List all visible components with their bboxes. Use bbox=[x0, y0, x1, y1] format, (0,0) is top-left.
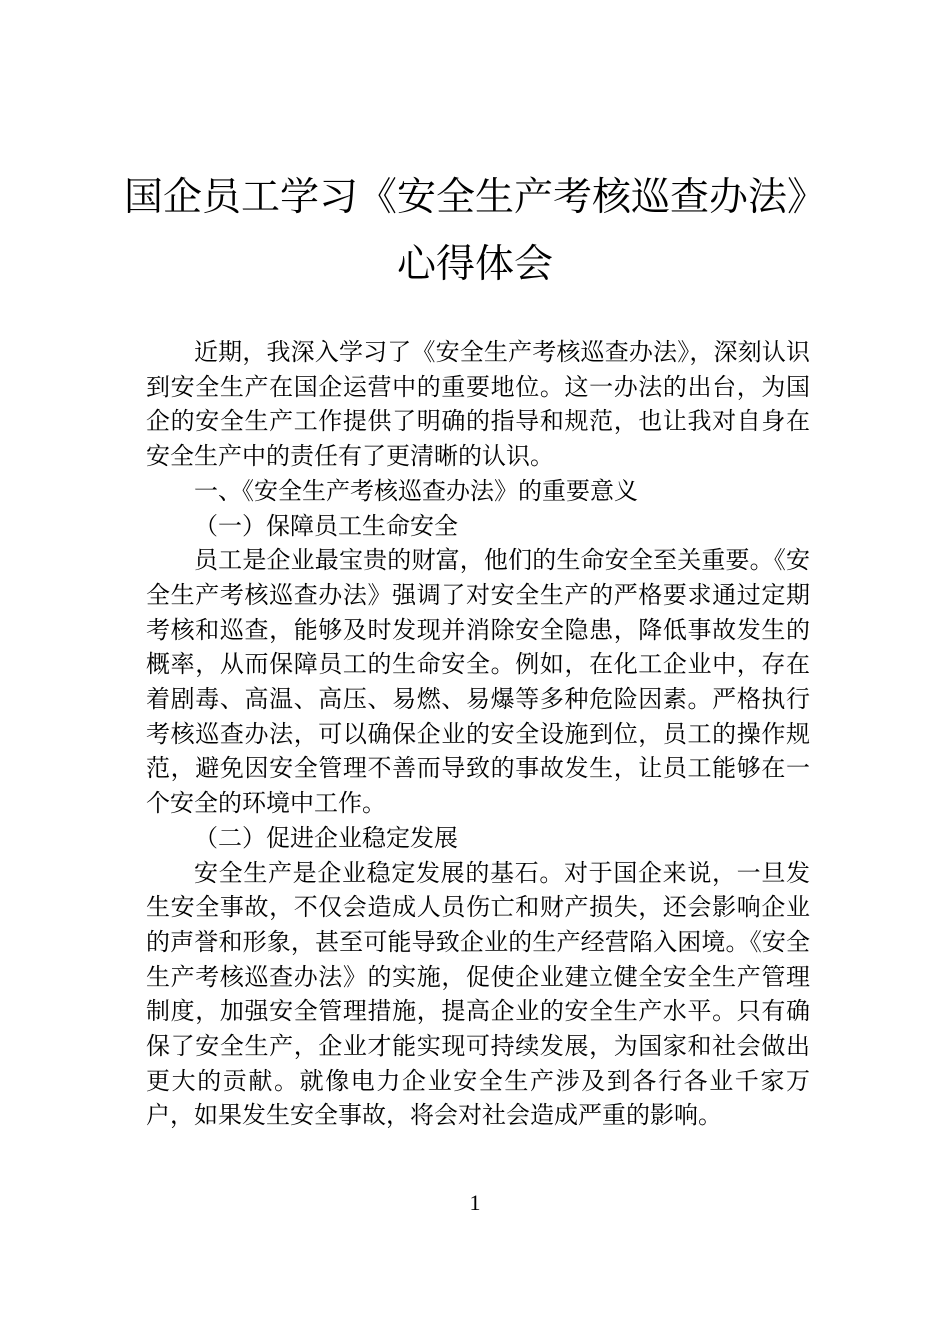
document-subtitle: 心得体会 bbox=[396, 242, 553, 287]
subsection-paragraph-2: 安全生产是企业稳定发展的基石。对于国企来说，一旦发生安全事故，不仅会造成人员伤亡和财产损失，还会影响企业的声誉和形象，甚至可能导致企业的生产经营陷入困境。《安全生产考核巡查办法》的实施，促使企业建立健全安全生产管理制度，加强安全管理措施，提高企业的安全生产水平。只有确保了安全生产，企业才能实现可持续发展，为国家和社会做出更大的贡献。就像电力企业安全生产涉及到各行各业千家万户，如果发生安全事故，将会对社会造成严重的影响。 bbox=[146, 858, 810, 1130]
intro-paragraph: 近期，我深入学习了《安全生产考核巡查办法》，深刻认识到安全生产在国企运营中的重要地位。这一办法的出台，为国企的安全生产工作提供了明确的指导和规范，也让我对自身在安全生产中的责任有了更清晰的认识。 bbox=[146, 338, 810, 471]
subsection-heading-1: （一）保障员工生命安全 bbox=[194, 511, 458, 540]
subsection-heading-2: （二）促进企业稳定发展 bbox=[194, 823, 458, 852]
section-heading-1: 一、《安全生产考核巡查办法》的重要意义 bbox=[194, 476, 638, 505]
subsection-paragraph-1: 员工是企业最宝贵的财富，他们的生命安全至关重要。《安全生产考核巡查办法》强调了对安全生产的严格要求通过定期考核和巡查，能够及时发现并消除安全隐患，降低事故发生的概率，从而保障员工的生命安全。例如，在化工企业中，存在着剧毒、高温、高压、易燃、易爆等多种危险因素。严格执行考核巡查办法，可以确保企业的安全设施到位，员工的操作规范，避免因安全管理不善而导致的事故发生，让员工能够在一个安全的环境中工作。 bbox=[146, 546, 810, 818]
document-title: 国企员工学习《安全生产考核巡查办法》 bbox=[123, 175, 826, 220]
document-body bbox=[146, 335, 810, 1133]
page-number: 1 bbox=[469, 1190, 481, 1215]
